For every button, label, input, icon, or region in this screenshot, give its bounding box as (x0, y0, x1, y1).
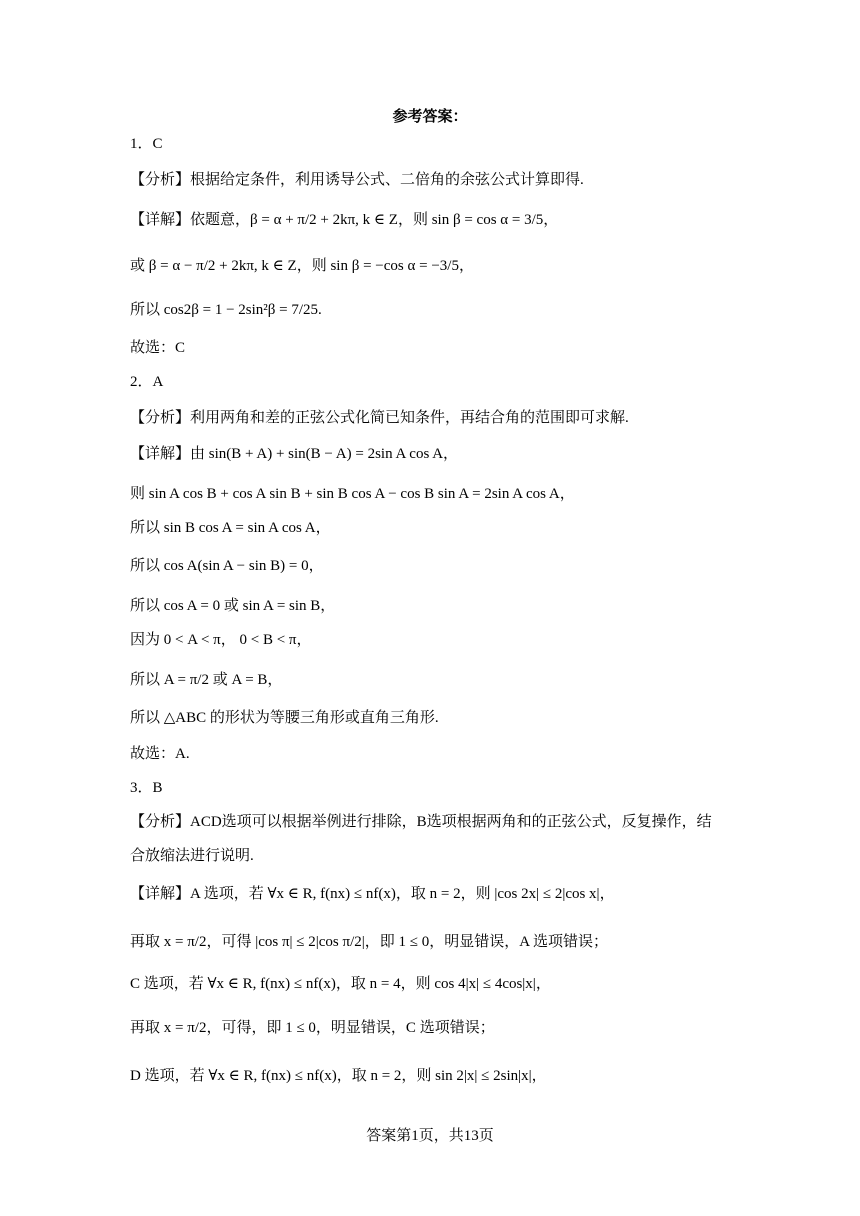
answer-3-analysis-line-2: 合放缩法进行说明. (130, 848, 254, 864)
answer-3-detail-1: 【详解】A 选项，若 ∀x ∈ R, f(nx) ≤ nf(x)，取 n = 2，则 |cos 2x| ≤ 2|cos x|， (130, 886, 615, 902)
answer-3-number: 3．B (130, 780, 163, 796)
answer-2-detail-5: 所以 cos A = 0 或 sin A = sin B， (130, 598, 336, 614)
answer-2-detail-6: 因为 0 < A < π， 0 < B < π， (130, 632, 312, 648)
answer-3-detail-4: 再取 x = π/2，可得，即 1 ≤ 0，明显错误，C 选项错误； (130, 1020, 495, 1036)
answer-1-detail-1: 【详解】依题意，β = α + π/2 + 2kπ, k ∈ Z，则 sin β = cos α = 3/5， (130, 212, 559, 228)
answer-2-detail-3: 所以 sin B cos A = sin A cos A， (130, 520, 331, 536)
answer-3-detail-5: D 选项，若 ∀x ∈ R, f(nx) ≤ nf(x)，取 n = 2，则 sin 2|x| ≤ 2sin|x|， (130, 1068, 547, 1084)
answer-1-detail-2: 或 β = α − π/2 + 2kπ, k ∈ Z，则 sin β = −cos α = −3/5， (130, 258, 474, 274)
answer-3-analysis-line-1: 【分析】ACD选项可以根据举例进行排除，B选项根据两角和的正弦公式，反复操作，结 (130, 814, 712, 830)
answer-2-number: 2．A (130, 374, 164, 390)
answer-2-detail-8: 所以 △ABC 的形状为等腰三角形或直角三角形. (130, 710, 439, 726)
answer-3-detail-2: 再取 x = π/2，可得 |cos π| ≤ 2|cos π/2|，即 1 ≤ 0，明显错误，A 选项错误； (130, 934, 608, 950)
answer-2-detail-4: 所以 cos A(sin A − sin B) = 0， (130, 558, 324, 574)
answer-2-detail-1: 【详解】由 sin(B + A) + sin(B − A) = 2sin A cos A， (130, 446, 459, 462)
answer-2-detail-7: 所以 A = π/2 或 A = B， (130, 672, 283, 688)
answer-2-conclusion: 故选：A. (130, 746, 190, 762)
page-footer: 答案第1页，共13页 (366, 1128, 494, 1144)
answer-1-detail-3: 所以 cos2β = 1 − 2sin²β = 7/25. (130, 302, 322, 318)
page-title: 参考答案： (392, 109, 468, 125)
answer-1-number: 1．C (130, 136, 163, 152)
answer-2-analysis: 【分析】利用两角和差的正弦公式化简已知条件，再结合角的范围即可求解. (130, 410, 629, 426)
answer-3-detail-3: C 选项，若 ∀x ∈ R, f(nx) ≤ nf(x)，取 n = 4，则 cos 4|x| ≤ 4cos|x|， (130, 976, 551, 992)
answer-1-conclusion: 故选：C (130, 340, 186, 356)
answer-2-detail-2: 则 sin A cos B + cos A sin B + sin B cos A − cos B sin A = 2sin A cos A， (130, 486, 575, 502)
answer-1-analysis: 【分析】根据给定条件，利用诱导公式、二倍角的余弦公式计算即得. (130, 172, 584, 188)
